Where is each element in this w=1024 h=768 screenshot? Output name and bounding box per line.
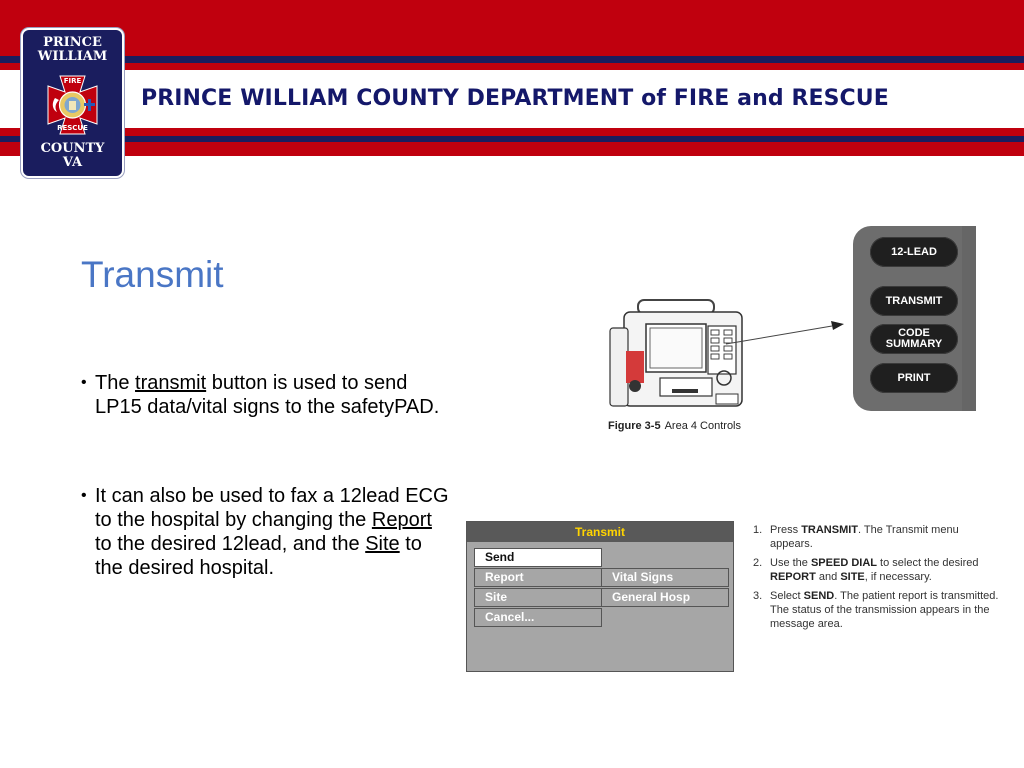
key-print: PRINT (870, 363, 958, 393)
bullet-symbol: • (81, 374, 87, 391)
term-site: Site (365, 533, 400, 555)
bullet-symbol: • (81, 487, 87, 504)
header-stripe-red-lower (0, 128, 1024, 136)
header-stripe-navy (0, 56, 1024, 63)
county-fire-rescue-logo (21, 28, 124, 178)
step-3: 3. Select SEND. The patient report is transmitted. The status of the transmission appears in the message area. (753, 590, 999, 630)
term-report: Report (371, 509, 432, 531)
area-4-controls-panel (853, 226, 976, 411)
menu-item-cancel: Cancel... (474, 608, 602, 627)
menu-value-site: General Hosp (601, 588, 729, 607)
logo-rescue-text: RESCUE (57, 124, 88, 132)
lifepak-device-illustration (600, 296, 850, 416)
term-transmit: transmit (135, 372, 207, 394)
logo-line-william: WILLIAM (37, 49, 108, 64)
header-band-red (0, 0, 1024, 56)
figure-caption-text: Area 4 Controls (664, 420, 742, 432)
logo-line-prince: PRINCE (43, 35, 102, 50)
maltese-cross-icon (35, 74, 110, 136)
step-2: 2. Use the SPEED DIAL to select the desired REPORT and SITE, if necessary. (753, 557, 979, 583)
bullet-transmit-button (81, 371, 451, 419)
logo-line-va: VA (62, 155, 83, 170)
transmit-menu-header: Transmit (467, 522, 733, 542)
bullet-fax-12lead (81, 484, 451, 580)
department-title: PRINCE WILLIAM COUNTY DEPARTMENT of FIRE and RESCUE (141, 86, 889, 111)
key-code-summary: CODE SUMMARY (870, 324, 958, 354)
key-12-lead: 12-LEAD (870, 237, 958, 267)
slide-title: Transmit (81, 254, 224, 295)
logo-line-county: COUNTY (40, 141, 105, 156)
key-transmit: TRANSMIT (870, 286, 958, 316)
menu-item-report: Report (474, 568, 602, 587)
menu-value-report: Vital Signs (601, 568, 729, 587)
logo-fire-text: FIRE (63, 77, 82, 85)
transmit-steps (753, 523, 1003, 636)
step-1: 1. Press TRANSMIT. The Transmit menu appears. (753, 524, 959, 550)
bullet-text: It can also be used to fax a 12lead ECG to the hospital by changing the Report to the desired 12lead, and the Site to the desired hospital. (95, 485, 449, 579)
figure-caption (608, 420, 741, 432)
header-stripe-red (0, 63, 1024, 70)
menu-item-site: Site (474, 588, 602, 607)
bullet-text: The transmit button is used to send LP15 data/vital signs to the safetyPAD. (95, 372, 440, 418)
header-band-red-lower (0, 142, 1024, 156)
menu-item-send: Send (474, 548, 602, 567)
transmit-menu-screen (466, 521, 734, 672)
figure-caption-label: Figure 3-5 (608, 420, 661, 432)
